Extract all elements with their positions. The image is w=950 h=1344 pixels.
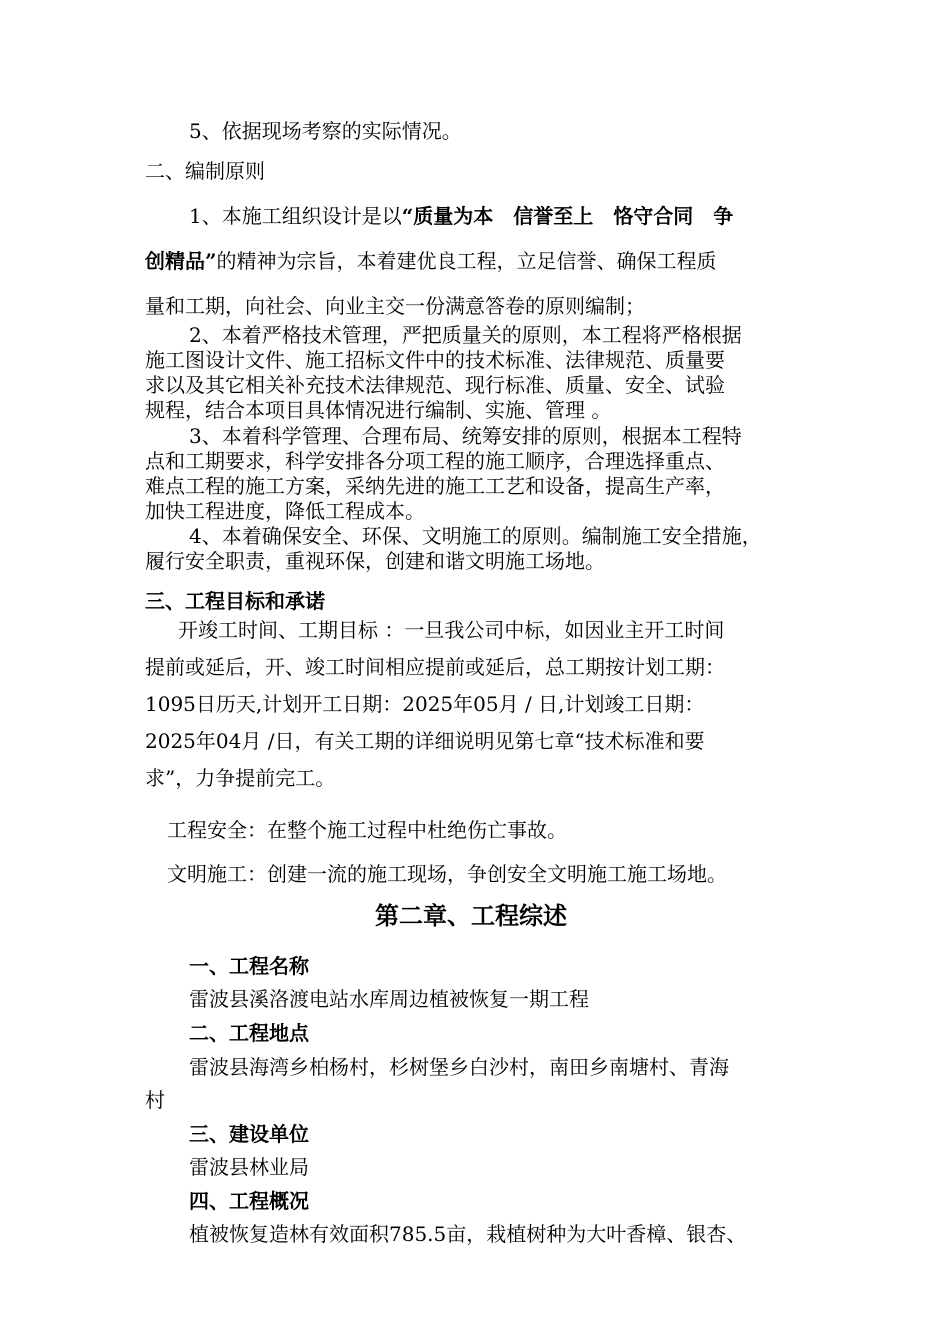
heading-project-overview: 四、工程概况 [189,1189,309,1213]
civilized-construction-goal: 文明施工：创建一流的施工现场，争创安全文明施工施工场地。 [167,862,727,886]
schedule-line-4: 2025年04月 /日，有关工期的详细说明见第七章“技术标准和要 [145,729,705,753]
project-overview-line-1: 植被恢复造林有效面积785.5亩，栽植树种为大叶香樟、银杏、 [189,1222,747,1246]
heading-project-location: 二、工程地点 [189,1021,309,1045]
principle-3-line-2: 点和工期要求，科学安排各分项工程的施工顺序，合理选择重点、 [145,449,725,473]
project-location-line-1: 雷波县海湾乡柏杨村，杉树堡乡白沙村，南田乡南塘村、青海 [189,1055,729,1079]
heading-client: 三、建设单位 [189,1122,309,1146]
principle-4-line-1: 4、本着确保安全、环保、文明施工的原则。编制施工安全措施， [189,524,762,548]
safety-goal: 工程安全：在整个施工过程中杜绝伤亡事故。 [167,818,567,842]
principle-2-line-4: 规程，结合本项目具体情况进行编制、实施、管理 。 [145,398,612,422]
schedule-line-1: 开竣工时间、工期目标 ：一旦我公司中标，如因业主开工时间 [178,618,725,642]
principle-2-line-2: 施工图设计文件、施工招标文件中的技术标准、法律规范、质量要 [145,348,725,372]
principle-2-line-1: 2、本着严格技术管理，严把质量关的原则，本工程将严格根据 [189,323,742,347]
principle-3-line-3: 难点工程的施工方案，采纳先进的施工工艺和设备，提高生产率， [145,474,725,498]
principle-1-slogan-end: 创精品” [145,249,217,273]
schedule-line-3: 1095日历天,计划开工日期：2025年05月 / 日,计划竣工日期： [145,692,705,716]
principle-1-rest: 的精神为宗旨，本着建优良工程，立足信誉、确保工程质 [216,249,717,273]
client-name: 雷波县林业局 [189,1155,309,1179]
principle-1-line-1 [189,203,733,229]
schedule-line-2: 提前或延后，开、竣工时间相应提前或延后，总工期按计划工期： [145,655,725,679]
principle-4-line-2: 履行安全职责，重视环保，创建和谐文明施工场地。 [145,549,605,573]
principle-1-prefix: 1、本施工组织设计是以 [189,204,402,228]
principle-2-line-3: 求以及其它相关补充技术法律规范、现行标准、质量、安全、试验 [145,373,725,397]
chapter-title: 第二章、工程综述 [375,901,567,930]
principle-1-line-3: 量和工期，向社会、向业主交一份满意答卷的原则编制； [145,294,645,318]
principle-1-line-2 [145,248,717,274]
principle-3-line-4: 加快工程进度，降低工程成本。 [145,499,425,523]
section-heading-principles: 二、编制原则 [145,159,265,183]
principle-1-slogan: “质量为本 信誉至上 恪守合同 争 [401,204,734,228]
heading-project-name: 一、工程名称 [189,954,309,978]
basis-item-5: 5、依据现场考察的实际情况。 [189,119,462,143]
project-location-line-2: 村 [145,1088,165,1112]
principle-3-line-1: 3、本着科学管理、合理布局、统筹安排的原则，根据本工程特 [189,424,742,448]
schedule-line-5: 求”，力争提前完工。 [145,766,336,790]
section-heading-goals: 三、工程目标和承诺 [145,589,325,613]
project-name: 雷波县溪洛渡电站水库周边植被恢复一期工程 [189,987,589,1011]
